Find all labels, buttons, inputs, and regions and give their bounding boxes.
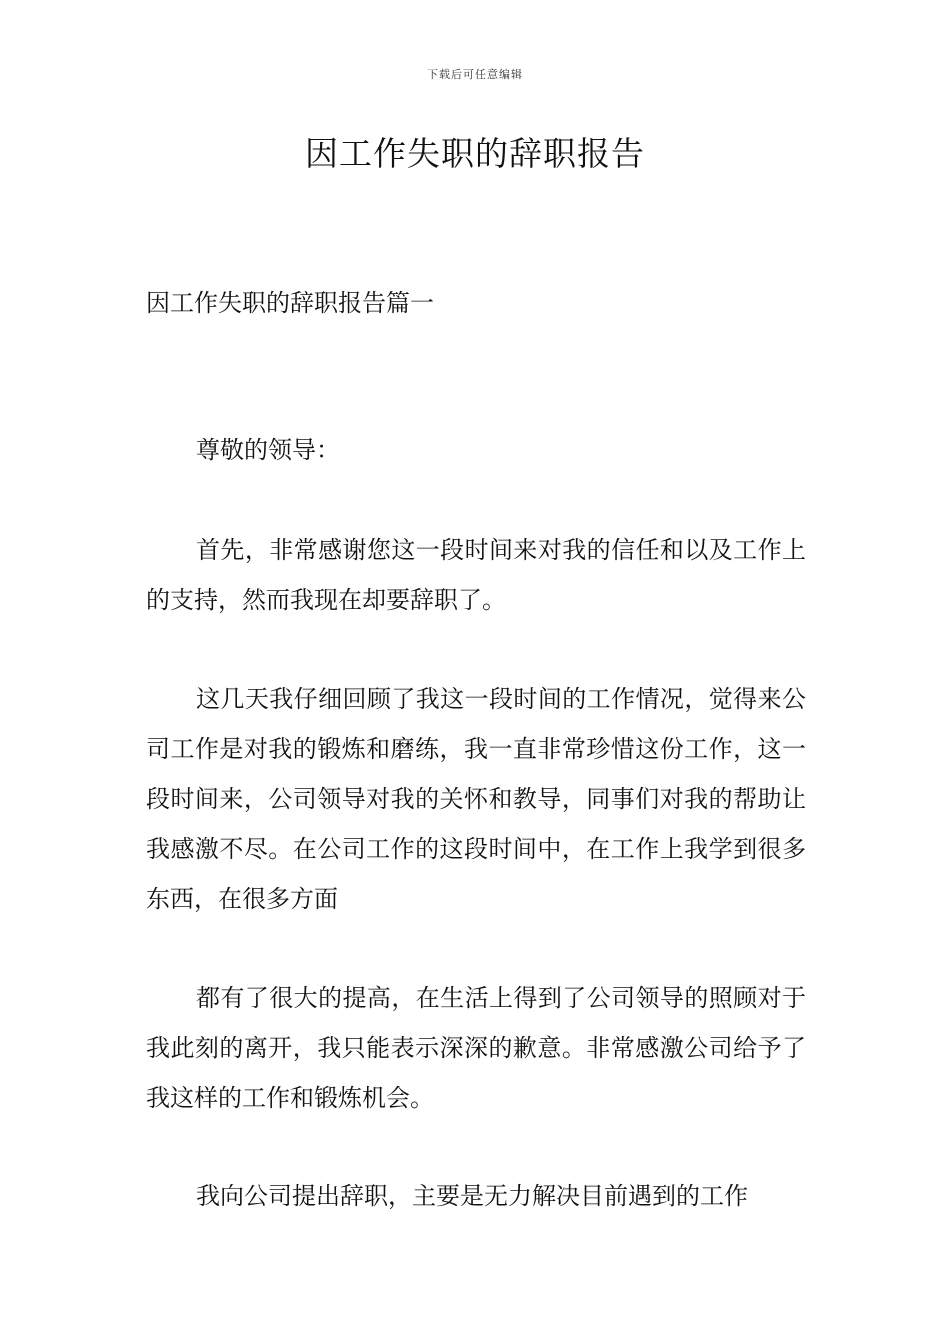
section-heading: 因工作失职的辞职报告篇一 [146,289,434,317]
paragraph: 我向公司提出辞职，主要是无力解决目前遇到的工作 [196,1182,748,1210]
document-title: 因工作失职的辞职报告 [305,134,645,173]
paragraph: 这几天我仔细回顾了我这一段时间的工作情况，觉得来公司工作是对我的锻炼和磨练，我一直非常珍惜这份工作，这一段时间来，公司领导对我的关怀和教导，同事们对我的帮助让我感激不尽。在公司工作的这段时间中，在工作上我学到很多东西，在很多方面 [146,685,806,913]
header-note: 下载后可任意编辑 [427,68,523,81]
paragraph: 都有了很大的提高，在生活上得到了公司领导的照顾对于我此刻的离开，我只能表示深深的歉意。非常感激公司给予了我这样的工作和锻炼机会。 [146,984,806,1112]
paragraph: 首先，非常感谢您这一段时间来对我的信任和以及工作上的支持，然而我现在却要辞职了。 [146,536,806,614]
salutation: 尊敬的领导： [196,436,340,464]
